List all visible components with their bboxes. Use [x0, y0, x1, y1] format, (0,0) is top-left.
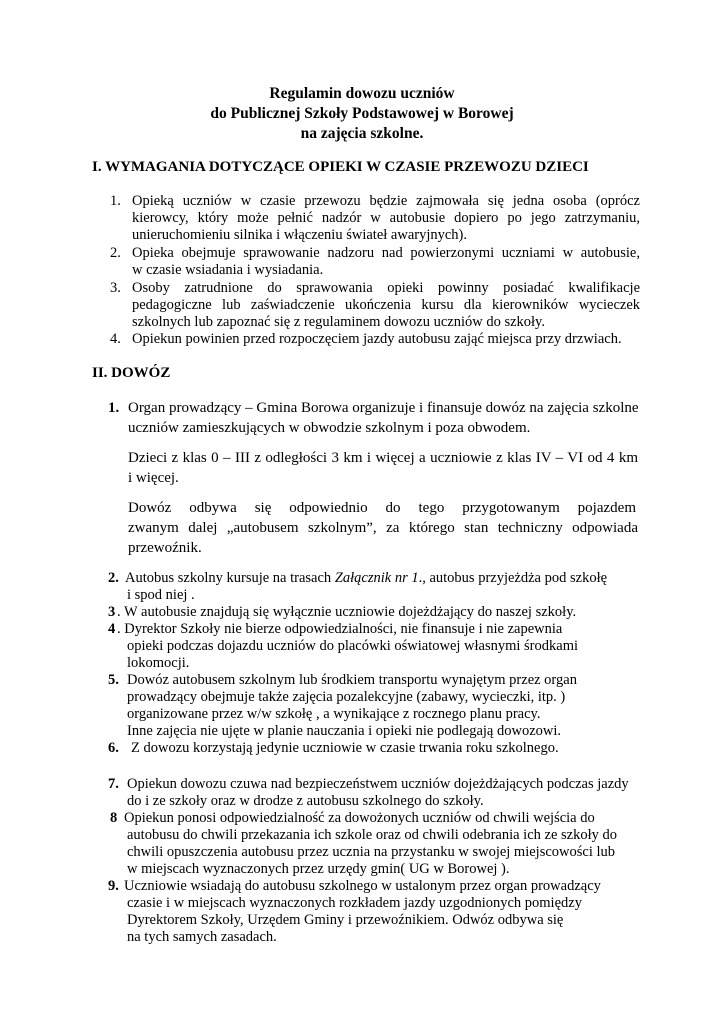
s2-item-5-line-4: Inne zajęcia nie ujęte w planie nauczania i opieki nie podlegają dowozowi.	[127, 723, 562, 739]
s1-item-4-line-1: Opiekun powinien przed rozpoczęciem jazdy autobusu zająć miejsca przy drzwiach.	[132, 331, 622, 347]
s1-item-2-line-2: w czasie wsiadania i wysiadania.	[132, 262, 324, 278]
s2-item-2-line-2: i spod niej .	[127, 587, 195, 603]
s2-item-1-para3-line-2: zwanym dalej „autobusem szkolnym”, za którego stan techniczny odpowiada	[128, 520, 638, 536]
s2-item-7-line-1: Opiekun dowozu czuwa nad bezpieczeństwem uczniów dojeżdżających podczas jazdy	[127, 776, 629, 792]
s2-item-4-line-1: . Dyrektor Szkoły nie bierze odpowiedzialności, nie finansuje i nie zapewnia	[117, 621, 563, 637]
s2-item-5-number: 5.	[108, 672, 119, 688]
s2-item-2-number: 2.	[108, 570, 119, 586]
s2-item-1-line-1: Organ prowadzący – Gmina Borowa organizuje i finansuje dowóz na zajęcia szkolne	[128, 400, 639, 416]
s2-item-6-line-1: Z dowozu korzystają jedynie uczniowie w czasie trwania roku szkolnego.	[131, 740, 559, 756]
s1-item-4-number: 4.	[110, 331, 121, 347]
s2-item-4-number: 4	[108, 621, 116, 637]
s2-item-9-number: 9.	[108, 878, 119, 894]
s2-item-7-line-2: do i ze szkoły oraz w drodze z autobusu szkolnego do szkoły.	[127, 793, 484, 809]
s2-item-8-number: 8	[110, 810, 118, 826]
s1-item-3-line-2: pedagogiczne lub zaświadczenie ukończenia kursu dla kierowników wycieczek	[132, 297, 640, 313]
s1-item-2-number: 2.	[110, 245, 121, 261]
s2-item-6-number: 6.	[108, 740, 119, 756]
s2-item-1-line-2: uczniów zamieszkujących w obwodzie szkolnym i poza obwodem.	[128, 420, 531, 436]
document-title-line-2: do Publicznej Szkoły Podstawowej w Borowej	[210, 105, 514, 122]
s2-item-7-number: 7.	[108, 776, 119, 792]
s2-item-4-line-2: opieki podczas dojazdu uczniów do placówki oświatowej własnymi środkami	[127, 638, 579, 654]
s2-item-9-line-1: Uczniowie wsiadają do autobusu szkolnego w ustalonym przez organ prowadzący	[124, 878, 601, 894]
s1-item-3-number: 3.	[110, 280, 121, 296]
s1-item-1-line-3: unieruchomieniu silnika i włączeniu świateł awaryjnych).	[132, 227, 468, 243]
s2-item-1-number: 1.	[108, 400, 120, 416]
s2-item-5-line-2: prowadzący obejmuje także zajęcia pozalekcyjne (zabawy, wycieczki, itp. )	[127, 689, 566, 705]
s2-item-1-para3-line-1: Dowóz odbywa się odpowiednio do tego przygotowanym pojazdem	[128, 500, 636, 516]
s1-item-1-number: 1.	[110, 193, 121, 209]
document-title-line-1: Regulamin dowozu uczniów	[269, 85, 455, 102]
section-1-heading: I. WYMAGANIA DOTYCZĄCE OPIEKI W CZASIE PRZEWOZU DZIECI	[92, 159, 589, 175]
s2-item-9-line-4: na tych samych zasadach.	[127, 929, 277, 945]
document-title-line-3: na zajęcia szkolne.	[300, 125, 424, 142]
section-2-heading: II. DOWÓZ	[92, 365, 171, 381]
s1-item-2-line-1: Opieka obejmuje sprawowanie nadzoru nad powierzonymi uczniami w autobusie,	[132, 245, 640, 261]
s1-item-1-line-2: kierowcy, który może pełnić nadzór w autobusie dopiero po jego zatrzymaniu,	[132, 210, 640, 226]
s2-item-8-line-2: autobusu do chwili przekazania ich szkole oraz od chwili odebrania ich ze szkoły do	[127, 827, 618, 843]
s2-item-1-para2-line-1: Dzieci z klas 0 – III z odległości 3 km i więcej a uczniowie z klas IV – VI od 4 km	[128, 450, 638, 466]
s2-item-1-para3-line-3: przewoźnik.	[128, 540, 202, 556]
s1-item-1-line-1: Opieką uczniów w czasie przewozu będzie zajmowała się jedna osoba (oprócz	[132, 193, 640, 209]
s1-item-3-line-1: Osoby zatrudnione do sprawowania opieki powinny posiadać kwalifikacje	[132, 280, 640, 296]
s1-item-3-line-3: szkolnych lub zapoznać się z regulaminem dowozu uczniów do szkoły.	[132, 314, 545, 330]
s2-item-8-line-3: chwili opuszczenia autobusu przez ucznia na przystanku w swojej miejscowości lub	[127, 844, 616, 860]
s2-item-9-line-3: Dyrektorem Szkoły, Urzędem Gminy i przewoźnikiem. Odwóz odbywa się	[127, 912, 564, 928]
s2-item-8-line-1: Opiekun ponosi odpowiedzialność za dowożonych uczniów od chwili wejścia do	[124, 810, 595, 826]
s2-item-1-para2-line-2: i więcej.	[128, 470, 179, 486]
s2-item-5-line-3: organizowane przez w/w szkołę , a wynikające z rocznego planu pracy.	[127, 706, 541, 722]
s2-item-3-number: 3	[108, 604, 116, 620]
s2-item-2-line-1: Autobus szkolny kursuje na trasach Załącznik nr 1., autobus przyjeżdża pod szkołę	[125, 570, 608, 586]
s2-item-3-line-1: . W autobusie znajdują się wyłącznie uczniowie dojeżdżający do naszej szkoły.	[117, 604, 577, 620]
s2-item-4-line-3: lokomocji.	[127, 655, 190, 671]
s2-item-5-line-1: Dowóz autobusem szkolnym lub środkiem transportu wynajętym przez organ	[127, 672, 577, 688]
s2-item-9-line-2: czasie i w miejscach wyznaczonych rozkładem jazdy uzgodnionych pomiędzy	[127, 895, 582, 911]
s2-item-8-line-4: w miejscach wyznaczonych przez urzędy gmin( UG w Borowej ).	[127, 861, 510, 877]
